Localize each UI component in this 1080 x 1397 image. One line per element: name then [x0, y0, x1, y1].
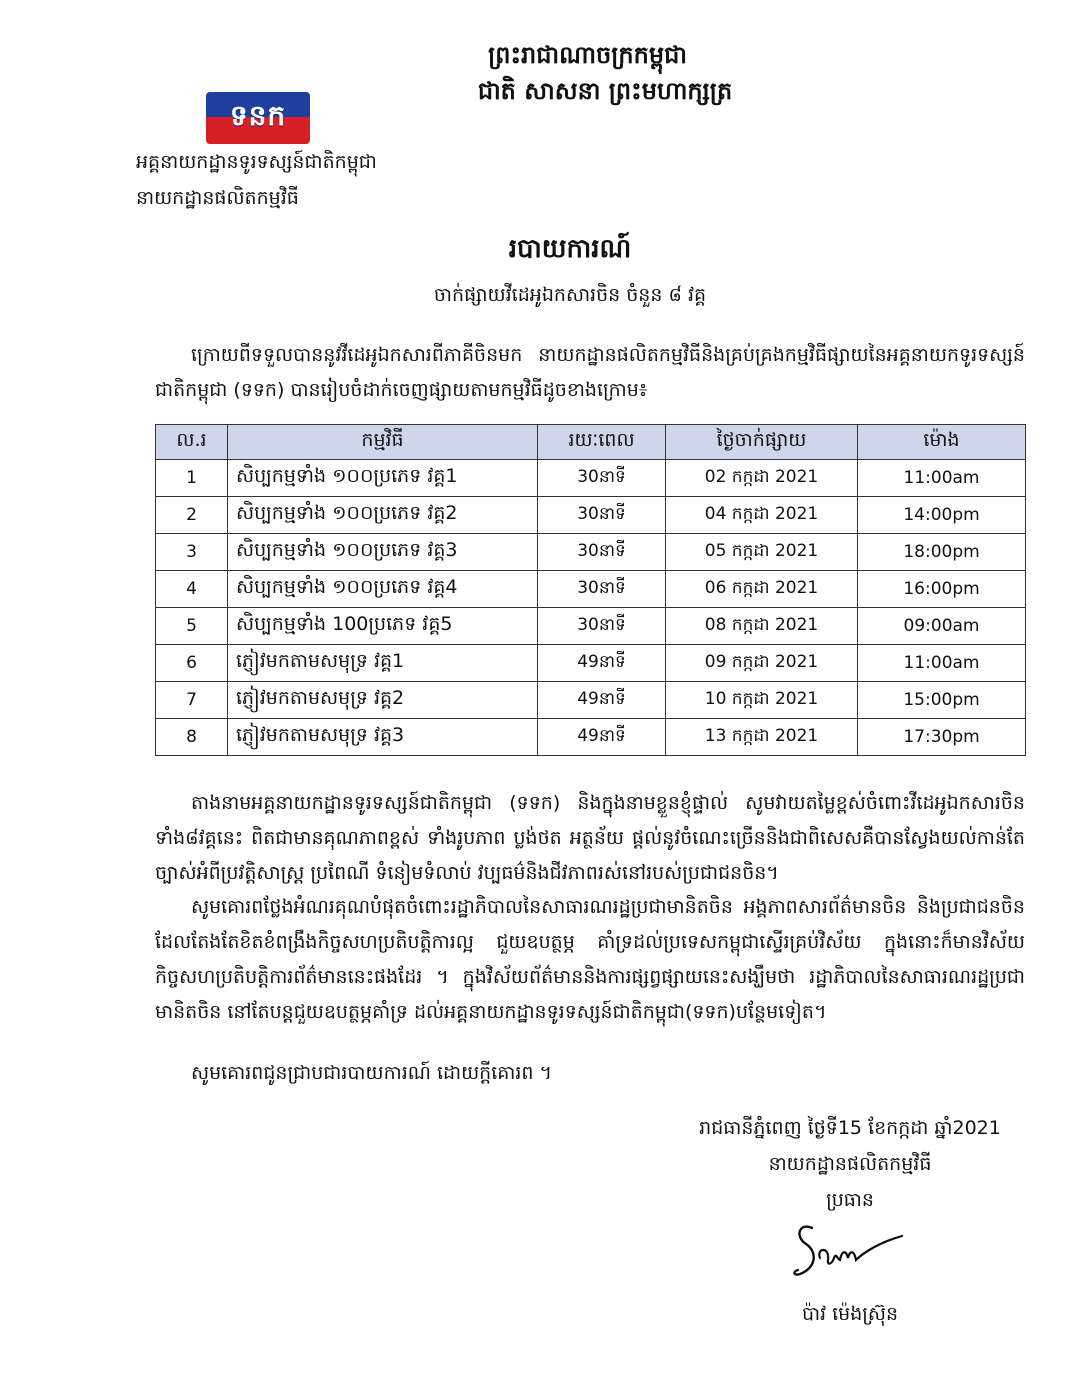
cell-duration: 30នាទី	[538, 608, 666, 645]
cell-broadcast-date: 02 កក្កដា 2021	[666, 460, 858, 497]
appreciation-paragraph	[155, 786, 1025, 891]
cell-program: សិប្បកម្មទាំង ១០០ប្រភេទ វគ្គ1	[228, 460, 538, 497]
cell-time: 15:00pm	[858, 682, 1026, 719]
cell-time: 18:00pm	[858, 534, 1026, 571]
cell-duration: 30នាទី	[538, 534, 666, 571]
cell-program: សិប្បកម្មទាំង ១០០ប្រភេទ វគ្គ4	[228, 571, 538, 608]
signature-department: នាយកដ្ឋានផលិតកម្មវិធី	[768, 1153, 932, 1175]
cell-broadcast-date: 09 កក្កដា 2021	[666, 645, 858, 682]
handwritten-signature	[790, 1214, 910, 1284]
cell-number: 2	[156, 497, 228, 534]
cell-program: សិប្បកម្មទាំង ១០០ប្រភេទ វគ្គ3	[228, 534, 538, 571]
cell-duration: 49នាទី	[538, 719, 666, 756]
cell-number: 8	[156, 719, 228, 756]
intro-text: ក្រោយពីទទួលបាននូវវីដេអូឯកសារពីភាគីចិនមក នាយកដ្ឋានផលិតកម្មវិធីនិងគ្រប់គ្រងកម្មវិធីផ្សាយនៃអគ្គនាយកទូរទស្សន៍ជាតិកម្ពុជា (ទទក) បានរៀបចំដាក់ចេញផ្សាយតាមកម្មវិធីដូចខាងក្រោម៖	[155, 344, 1025, 401]
cell-broadcast-date: 10 កក្កដា 2021	[666, 682, 858, 719]
cell-program: ភ្ញៀវមកតាមសមុទ្រ វគ្គ3	[228, 719, 538, 756]
thanks-text: សូមគោរពថ្លែងអំណរគុណបំផុតចំពោះរដ្ឋាភិបាលនៃសាធារណរដ្ឋប្រជាមានិតចិន អង្គភាពសារព័ត៌មានចិន និងប្រជាជនចិន ដែលតែងតែខិតខំពង្រឹងកិច្ចសហប្រតិបត្តិការល្អ ជួយឧបត្ថម្ភ គាំទ្រដល់ប្រទេសកម្ពុជាស្ទើរគ្រប់វិស័យ ក្នុងនោះក៏មានវិស័យកិច្ចសហប្រតិបត្តិការព័ត៌មាននេះផងដែរ ។ ក្នុងវិស័យព័ត៌មាននិងការផ្សព្វផ្សាយនេះសង្ឃឹមថា រដ្ឋាភិបាលនៃសាធារណរដ្ឋប្រជាមានិតចិន នៅតែបន្តជួយឧបត្ថម្ភគាំទ្រ ដល់អគ្គនាយកដ្ឋានទូរទស្សន៍ជាតិកម្ពុជា(ទទក)បន្ថែមទៀត។	[155, 896, 1025, 1023]
cell-number: 3	[156, 534, 228, 571]
cell-time: 14:00pm	[858, 497, 1026, 534]
cell-duration: 49នាទី	[538, 645, 666, 682]
cell-time: 09:00am	[858, 608, 1026, 645]
signatory-name: ប៉ាវ ម៉េងស្រ៊ុន	[801, 1303, 899, 1325]
cell-program: ភ្ញៀវមកតាមសមុទ្រ វគ្គ2	[228, 682, 538, 719]
table-row	[156, 608, 1026, 645]
table-row	[156, 534, 1026, 571]
cell-program: ភ្ញៀវមកតាមសមុទ្រ វគ្គ1	[228, 645, 538, 682]
table-row	[156, 645, 1026, 682]
cell-number: 1	[156, 460, 228, 497]
cell-broadcast-date: 05 កក្កដា 2021	[666, 534, 858, 571]
cell-broadcast-date: 04 កក្កដា 2021	[666, 497, 858, 534]
cell-time: 16:00pm	[858, 571, 1026, 608]
broadcast-schedule-table	[155, 424, 1026, 756]
cell-duration: 49នាទី	[538, 682, 666, 719]
table-row	[156, 497, 1026, 534]
document-title: របាយការណ៍	[508, 234, 632, 264]
thanks-paragraph	[155, 890, 1025, 1030]
cell-number: 5	[156, 608, 228, 645]
col-header-time: ម៉ោង	[858, 425, 1026, 460]
tvk-logo	[206, 92, 310, 144]
cell-broadcast-date: 13 កក្កដា 2021	[666, 719, 858, 756]
org-name-department: នាយកដ្ឋានផលិតកម្មវិធី	[136, 187, 299, 209]
appreciation-text: តាងនាមអគ្គនាយកដ្ឋានទូរទស្សន៍ជាតិកម្ពុជា (ទទក) និងក្នុងនាមខ្លួនខ្ញុំផ្ទាល់ សូមវាយតម្លៃខ្ពស់ចំពោះវីដេអូឯកសារចិនទាំង៨វគ្គនេះ ពិតជាមានគុណភាពខ្ពស់ ទាំងរូបភាព ប្លង់ថត អត្ថន័យ ផ្តល់នូវចំណេះច្រើននិងជាពិសេសគឺបានស្វែងយល់កាន់តែច្បាស់អំពីប្រវត្តិសាស្ត្រ ប្រពៃណី ទំនៀមទំលាប់ វប្បធម៌និងជីវភាពរស់នៅរបស់ប្រជាជនចិន។	[155, 792, 1025, 884]
cell-time: 11:00am	[858, 645, 1026, 682]
cell-time: 11:00am	[858, 460, 1026, 497]
cell-number: 6	[156, 645, 228, 682]
col-header-duration: រយៈពេល	[538, 425, 666, 460]
cell-duration: 30នាទី	[538, 571, 666, 608]
table-row	[156, 460, 1026, 497]
col-header-program: កម្មវិធី	[228, 425, 538, 460]
signature-date-line: រាជធានីភ្នំពេញ ថ្ងៃទី15 ខែកក្កដា ឆ្នាំ2021	[699, 1117, 1001, 1139]
cell-duration: 30នាទី	[538, 460, 666, 497]
cell-broadcast-date: 06 កក្កដា 2021	[666, 571, 858, 608]
logo-text: ទនក	[229, 98, 287, 132]
closing-text: សូមគោរពជូនជ្រាបជារបាយការណ៍ ដោយក្តីគោរព ។	[191, 1062, 552, 1084]
cell-program: សិប្បកម្មទាំង 100ប្រភេទ វគ្គ5	[228, 608, 538, 645]
col-header-broadcast-date: ថ្ងៃចាក់ផ្សាយ	[666, 425, 858, 460]
table-row	[156, 719, 1026, 756]
cell-number: 7	[156, 682, 228, 719]
org-name-general-department: អគ្គនាយកដ្ឋានទូរទស្សន៍ជាតិកម្ពុជា	[136, 151, 377, 173]
signature-position: ប្រធាន	[826, 1189, 874, 1211]
table-header-row	[156, 425, 1026, 460]
intro-paragraph	[155, 338, 1025, 408]
kingdom-heading: ព្រះរាជាណាចក្រកម្ពុជា	[488, 41, 687, 69]
cell-broadcast-date: 08 កក្កដា 2021	[666, 608, 858, 645]
cell-number: 4	[156, 571, 228, 608]
closing-paragraph	[155, 1056, 1025, 1091]
cell-program: សិប្បកម្មទាំង ១០០ប្រភេទ វគ្គ2	[228, 497, 538, 534]
table-row	[156, 682, 1026, 719]
table-row	[156, 571, 1026, 608]
document-subtitle: ចាក់ផ្សាយវីដេអូឯកសារចិន ចំនួន ៨ វគ្គ	[433, 284, 707, 306]
national-motto: ជាតិ សាសនា ព្រះមហាក្សត្រ	[477, 77, 733, 105]
cell-duration: 30នាទី	[538, 497, 666, 534]
col-header-number: ល.រ	[156, 425, 228, 460]
cell-time: 17:30pm	[858, 719, 1026, 756]
